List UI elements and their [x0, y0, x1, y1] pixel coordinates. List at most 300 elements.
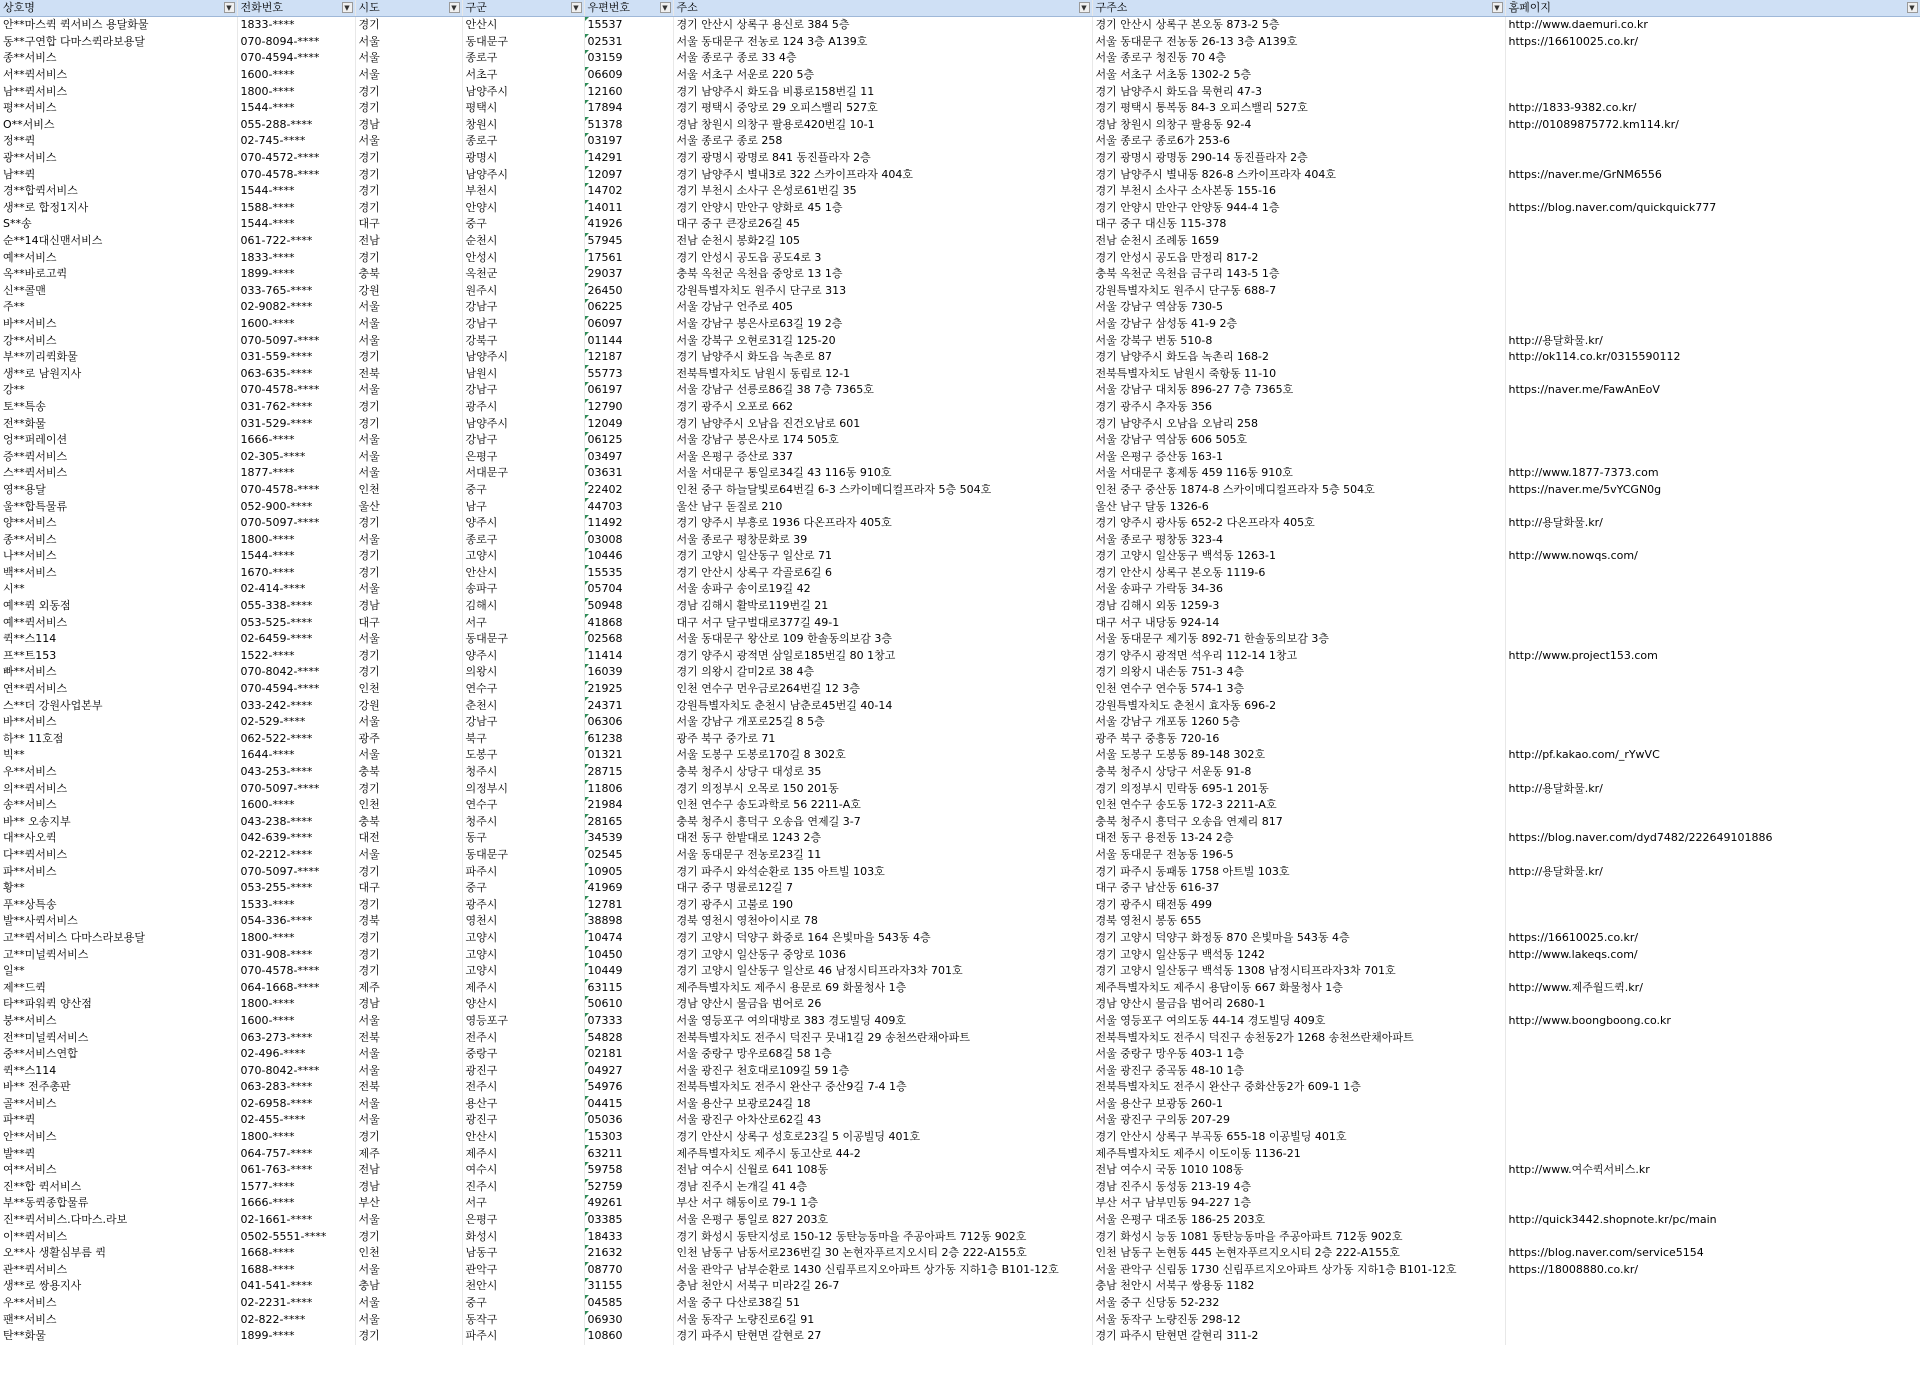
- cell-address[interactable]: 경기 광주시 고불로 190: [673, 896, 1092, 913]
- cell-old-address[interactable]: 경기 고양시 일산동구 백석동 1263-1: [1092, 548, 1505, 565]
- cell-homepage[interactable]: [1505, 316, 1920, 333]
- cell-zip-code[interactable]: 02545: [584, 847, 673, 864]
- cell-zip-code[interactable]: 02568: [584, 631, 673, 648]
- cell-district[interactable]: 전주시: [462, 1029, 584, 1046]
- cell-business-name[interactable]: 바** 오송지부: [0, 814, 237, 831]
- cell-zip-code[interactable]: 11414: [584, 648, 673, 665]
- cell-business-name[interactable]: 관**퀵서비스: [0, 1262, 237, 1279]
- cell-old-address[interactable]: 인천 중구 중산동 1874-8 스카이메디컬프라자 5층 504호: [1092, 482, 1505, 499]
- cell-address[interactable]: 경기 고양시 덕양구 화중로 164 은빛마을 543동 4층: [673, 930, 1092, 947]
- cell-zip-code[interactable]: 03008: [584, 531, 673, 548]
- cell-phone[interactable]: 031-762-****: [237, 399, 355, 416]
- cell-zip-code[interactable]: 06225: [584, 299, 673, 316]
- cell-zip-code[interactable]: 21632: [584, 1245, 673, 1262]
- cell-phone[interactable]: 02-496-****: [237, 1046, 355, 1063]
- cell-phone[interactable]: 1833-****: [237, 249, 355, 266]
- cell-business-name[interactable]: 골**서비스: [0, 1096, 237, 1113]
- cell-address[interactable]: 전북특별자치도 전주시 완산구 중산9길 7-4 1층: [673, 1079, 1092, 1096]
- cell-province[interactable]: 서울: [355, 316, 462, 333]
- cell-province[interactable]: 대전: [355, 830, 462, 847]
- cell-address[interactable]: 대구 서구 달구벌대로377길 49-1: [673, 614, 1092, 631]
- cell-homepage[interactable]: [1505, 50, 1920, 67]
- cell-business-name[interactable]: 프**트153: [0, 648, 237, 665]
- cell-address[interactable]: 경기 고양시 일산동구 일산로 46 남정시티프라자3차 701호: [673, 963, 1092, 980]
- cell-phone[interactable]: 1899-****: [237, 266, 355, 283]
- cell-province[interactable]: 전남: [355, 1162, 462, 1179]
- cell-homepage[interactable]: https://16610025.co.kr/: [1505, 930, 1920, 947]
- cell-homepage[interactable]: [1505, 714, 1920, 731]
- cell-zip-code[interactable]: 12781: [584, 896, 673, 913]
- cell-homepage[interactable]: [1505, 896, 1920, 913]
- cell-homepage[interactable]: http://pf.kakao.com/_rYwVC: [1505, 747, 1920, 764]
- cell-homepage[interactable]: [1505, 1328, 1920, 1345]
- cell-phone[interactable]: 1577-****: [237, 1179, 355, 1196]
- cell-business-name[interactable]: 빠**서비스: [0, 664, 237, 681]
- cell-business-name[interactable]: 황**: [0, 880, 237, 897]
- cell-homepage[interactable]: [1505, 1046, 1920, 1063]
- cell-business-name[interactable]: 서**퀵서비스: [0, 67, 237, 84]
- cell-zip-code[interactable]: 21984: [584, 797, 673, 814]
- cell-business-name[interactable]: 붕**서비스: [0, 1013, 237, 1030]
- cell-district[interactable]: 연수구: [462, 681, 584, 698]
- cell-phone[interactable]: 1800-****: [237, 930, 355, 947]
- cell-old-address[interactable]: 서울 강남구 개포동 1260 5층: [1092, 714, 1505, 731]
- cell-province[interactable]: 경기: [355, 1129, 462, 1146]
- cell-business-name[interactable]: 예**퀵서비스: [0, 614, 237, 631]
- cell-business-name[interactable]: 평**서비스: [0, 100, 237, 117]
- cell-homepage[interactable]: [1505, 183, 1920, 200]
- cell-phone[interactable]: 1588-****: [237, 200, 355, 217]
- cell-address[interactable]: 서울 은평구 증산로 337: [673, 448, 1092, 465]
- cell-province[interactable]: 서울: [355, 747, 462, 764]
- cell-province[interactable]: 경기: [355, 930, 462, 947]
- cell-address[interactable]: 서울 강남구 개포로25길 8 5층: [673, 714, 1092, 731]
- cell-phone[interactable]: 1688-****: [237, 1262, 355, 1279]
- cell-old-address[interactable]: 울산 남구 달동 1326-6: [1092, 498, 1505, 515]
- cell-phone[interactable]: 063-635-****: [237, 365, 355, 382]
- cell-phone[interactable]: 02-1661-****: [237, 1212, 355, 1229]
- cell-phone[interactable]: 063-283-****: [237, 1079, 355, 1096]
- column-header-province[interactable]: [355, 0, 462, 17]
- cell-zip-code[interactable]: 06097: [584, 316, 673, 333]
- cell-province[interactable]: 서울: [355, 50, 462, 67]
- cell-old-address[interactable]: 경기 안성시 공도읍 만정리 817-2: [1092, 249, 1505, 266]
- cell-zip-code[interactable]: 04927: [584, 1062, 673, 1079]
- cell-zip-code[interactable]: 03197: [584, 133, 673, 150]
- cell-district[interactable]: 광진구: [462, 1112, 584, 1129]
- cell-district[interactable]: 의왕시: [462, 664, 584, 681]
- cell-old-address[interactable]: 서울 종로구 청진동 70 4층: [1092, 50, 1505, 67]
- cell-address[interactable]: 서울 광진구 아차산로62길 43: [673, 1112, 1092, 1129]
- cell-zip-code[interactable]: 15303: [584, 1129, 673, 1146]
- cell-province[interactable]: 경기: [355, 249, 462, 266]
- cell-business-name[interactable]: 주**: [0, 299, 237, 316]
- cell-district[interactable]: 동작구: [462, 1311, 584, 1328]
- cell-business-name[interactable]: 타**파워퀵 양산점: [0, 996, 237, 1013]
- cell-phone[interactable]: 070-4594-****: [237, 681, 355, 698]
- cell-zip-code[interactable]: 12790: [584, 399, 673, 416]
- cell-province[interactable]: 서울: [355, 1046, 462, 1063]
- cell-address[interactable]: 대전 동구 한밭대로 1243 2층: [673, 830, 1092, 847]
- cell-district[interactable]: 용산구: [462, 1096, 584, 1113]
- cell-district[interactable]: 파주시: [462, 1328, 584, 1345]
- cell-district[interactable]: 청주시: [462, 814, 584, 831]
- cell-business-name[interactable]: 안**서비스: [0, 1129, 237, 1146]
- cell-business-name[interactable]: 부**끼리퀵화물: [0, 349, 237, 366]
- cell-homepage[interactable]: https://naver.me/GrNM6556: [1505, 166, 1920, 183]
- cell-homepage[interactable]: [1505, 249, 1920, 266]
- cell-old-address[interactable]: 서울 은평구 증산동 163-1: [1092, 448, 1505, 465]
- cell-address[interactable]: 강원특별자치도 원주시 단구로 313: [673, 283, 1092, 300]
- cell-phone[interactable]: 02-305-****: [237, 448, 355, 465]
- cell-phone[interactable]: 064-1668-****: [237, 979, 355, 996]
- cell-phone[interactable]: 070-5097-****: [237, 515, 355, 532]
- cell-province[interactable]: 서울: [355, 847, 462, 864]
- cell-homepage[interactable]: [1505, 1195, 1920, 1212]
- cell-phone[interactable]: 1544-****: [237, 548, 355, 565]
- cell-phone[interactable]: 1544-****: [237, 216, 355, 233]
- cell-province[interactable]: 경기: [355, 648, 462, 665]
- cell-address[interactable]: 인천 중구 하늘달빛로64번길 6-3 스카이메디컬프라자 5층 504호: [673, 482, 1092, 499]
- cell-phone[interactable]: 064-757-****: [237, 1145, 355, 1162]
- cell-address[interactable]: 경기 안산시 상록구 성호로23길 5 이공빌딩 401호: [673, 1129, 1092, 1146]
- cell-zip-code[interactable]: 28715: [584, 764, 673, 781]
- cell-province[interactable]: 전북: [355, 365, 462, 382]
- cell-business-name[interactable]: 다**퀵서비스: [0, 847, 237, 864]
- cell-phone[interactable]: 070-5097-****: [237, 780, 355, 797]
- cell-phone[interactable]: 02-9082-****: [237, 299, 355, 316]
- cell-old-address[interactable]: 인천 남동구 논현동 445 논현자푸르지오시티 2층 222-A155호: [1092, 1245, 1505, 1262]
- cell-old-address[interactable]: 강원특별자치도 원주시 단구동 688-7: [1092, 283, 1505, 300]
- cell-province[interactable]: 서울: [355, 133, 462, 150]
- cell-old-address[interactable]: 서울 서대문구 홍제동 459 116동 910호: [1092, 465, 1505, 482]
- cell-district[interactable]: 동대문구: [462, 34, 584, 51]
- cell-phone[interactable]: 070-8042-****: [237, 1062, 355, 1079]
- cell-old-address[interactable]: 서울 영등포구 여의도동 44-14 경도빌딩 409호: [1092, 1013, 1505, 1030]
- cell-province[interactable]: 충남: [355, 1278, 462, 1295]
- cell-homepage[interactable]: http://www.제주월드퀵.kr/: [1505, 979, 1920, 996]
- cell-business-name[interactable]: 신**콜맨: [0, 283, 237, 300]
- cell-address[interactable]: 서울 강남구 봉은사로 174 505호: [673, 432, 1092, 449]
- cell-phone[interactable]: 031-529-****: [237, 415, 355, 432]
- cell-homepage[interactable]: [1505, 1112, 1920, 1129]
- cell-phone[interactable]: 061-763-****: [237, 1162, 355, 1179]
- cell-address[interactable]: 경기 남양주시 오남읍 진건오남로 601: [673, 415, 1092, 432]
- cell-homepage[interactable]: [1505, 996, 1920, 1013]
- cell-address[interactable]: 인천 연수구 먼우금로264번길 12 3층: [673, 681, 1092, 698]
- cell-address[interactable]: 인천 연수구 송도과학로 56 2211-A호: [673, 797, 1092, 814]
- cell-homepage[interactable]: [1505, 565, 1920, 582]
- cell-zip-code[interactable]: 04585: [584, 1295, 673, 1312]
- cell-zip-code[interactable]: 51378: [584, 117, 673, 134]
- cell-zip-code[interactable]: 15535: [584, 565, 673, 582]
- cell-business-name[interactable]: 팬**서비스: [0, 1311, 237, 1328]
- cell-zip-code[interactable]: 31155: [584, 1278, 673, 1295]
- cell-zip-code[interactable]: 05704: [584, 581, 673, 598]
- cell-address[interactable]: 서울 용산구 보광로24길 18: [673, 1096, 1092, 1113]
- cell-phone[interactable]: 070-5097-****: [237, 863, 355, 880]
- cell-district[interactable]: 남양주시: [462, 415, 584, 432]
- cell-province[interactable]: 서울: [355, 34, 462, 51]
- filter-dropdown-icon[interactable]: ▼: [342, 2, 353, 13]
- cell-zip-code[interactable]: 10474: [584, 930, 673, 947]
- cell-homepage[interactable]: [1505, 531, 1920, 548]
- cell-province[interactable]: 경기: [355, 17, 462, 34]
- cell-zip-code[interactable]: 54828: [584, 1029, 673, 1046]
- cell-old-address[interactable]: 경기 고양시 일산동구 백석동 1308 남정시티프라자3차 701호: [1092, 963, 1505, 980]
- cell-district[interactable]: 여수시: [462, 1162, 584, 1179]
- cell-zip-code[interactable]: 07333: [584, 1013, 673, 1030]
- cell-district[interactable]: 은평구: [462, 1212, 584, 1229]
- cell-old-address[interactable]: 경남 창원시 의창구 팔용동 92-4: [1092, 117, 1505, 134]
- filter-dropdown-icon[interactable]: ▼: [1492, 2, 1503, 13]
- cell-business-name[interactable]: 퀵**스114: [0, 631, 237, 648]
- cell-district[interactable]: 종로구: [462, 50, 584, 67]
- cell-phone[interactable]: 1800-****: [237, 1129, 355, 1146]
- cell-business-name[interactable]: 전**미널퀵서비스: [0, 1029, 237, 1046]
- cell-zip-code[interactable]: 41868: [584, 614, 673, 631]
- cell-old-address[interactable]: 경기 파주시 동패동 1758 아트빌 103호: [1092, 863, 1505, 880]
- cell-province[interactable]: 서울: [355, 1212, 462, 1229]
- cell-business-name[interactable]: 백**서비스: [0, 565, 237, 582]
- cell-homepage[interactable]: [1505, 913, 1920, 930]
- cell-province[interactable]: 경남: [355, 598, 462, 615]
- cell-business-name[interactable]: 강**서비스: [0, 332, 237, 349]
- cell-zip-code[interactable]: 41969: [584, 880, 673, 897]
- cell-address[interactable]: 서울 송파구 송이로19길 42: [673, 581, 1092, 598]
- cell-phone[interactable]: 070-4578-****: [237, 482, 355, 499]
- cell-zip-code[interactable]: 22402: [584, 482, 673, 499]
- cell-old-address[interactable]: 대구 중구 대신동 115-378: [1092, 216, 1505, 233]
- cell-homepage[interactable]: http://quick3442.shopnote.kr/pc/main: [1505, 1212, 1920, 1229]
- cell-old-address[interactable]: 서울 중랑구 망우동 403-1 1층: [1092, 1046, 1505, 1063]
- cell-homepage[interactable]: https://16610025.co.kr/: [1505, 34, 1920, 51]
- cell-address[interactable]: 서울 동대문구 전농로23길 11: [673, 847, 1092, 864]
- cell-province[interactable]: 경기: [355, 1228, 462, 1245]
- cell-address[interactable]: 서울 종로구 종로 258: [673, 133, 1092, 150]
- column-header-homepage[interactable]: [1505, 0, 1920, 17]
- cell-district[interactable]: 평택시: [462, 100, 584, 117]
- cell-zip-code[interactable]: 14291: [584, 150, 673, 167]
- cell-phone[interactable]: 02-414-****: [237, 581, 355, 598]
- cell-business-name[interactable]: 빅**: [0, 747, 237, 764]
- cell-phone[interactable]: 043-238-****: [237, 814, 355, 831]
- cell-old-address[interactable]: 경남 양산시 물금읍 범어리 2680-1: [1092, 996, 1505, 1013]
- cell-zip-code[interactable]: 41926: [584, 216, 673, 233]
- cell-district[interactable]: 천안시: [462, 1278, 584, 1295]
- cell-address[interactable]: 충북 청주시 상당구 대성로 35: [673, 764, 1092, 781]
- cell-province[interactable]: 대구: [355, 880, 462, 897]
- cell-homepage[interactable]: [1505, 631, 1920, 648]
- cell-phone[interactable]: 1877-****: [237, 465, 355, 482]
- cell-phone[interactable]: 033-242-****: [237, 697, 355, 714]
- cell-province[interactable]: 경기: [355, 166, 462, 183]
- cell-zip-code[interactable]: 10449: [584, 963, 673, 980]
- cell-zip-code[interactable]: 63115: [584, 979, 673, 996]
- cell-homepage[interactable]: https://blog.naver.com/quickquick777: [1505, 200, 1920, 217]
- cell-old-address[interactable]: 서울 동대문구 전농동 26-13 3층 A139호: [1092, 34, 1505, 51]
- cell-phone[interactable]: 1544-****: [237, 183, 355, 200]
- cell-old-address[interactable]: 경기 부천시 소사구 소사본동 155-16: [1092, 183, 1505, 200]
- cell-old-address[interactable]: 부산 서구 남부민동 94-227 1층: [1092, 1195, 1505, 1212]
- cell-phone[interactable]: 070-4594-****: [237, 50, 355, 67]
- cell-homepage[interactable]: [1505, 1179, 1920, 1196]
- cell-zip-code[interactable]: 63211: [584, 1145, 673, 1162]
- cell-old-address[interactable]: 경기 고양시 덕양구 화정동 870 은빛마을 543동 4층: [1092, 930, 1505, 947]
- column-header-phone[interactable]: [237, 0, 355, 17]
- cell-zip-code[interactable]: 34539: [584, 830, 673, 847]
- cell-zip-code[interactable]: 52759: [584, 1179, 673, 1196]
- cell-old-address[interactable]: 서울 동대문구 제기동 892-71 한솔동의보감 3층: [1092, 631, 1505, 648]
- cell-district[interactable]: 양산시: [462, 996, 584, 1013]
- cell-homepage[interactable]: [1505, 233, 1920, 250]
- cell-homepage[interactable]: http://www.nowqs.com/: [1505, 548, 1920, 565]
- cell-business-name[interactable]: 부**동퀵종합물류: [0, 1195, 237, 1212]
- cell-district[interactable]: 안산시: [462, 565, 584, 582]
- cell-province[interactable]: 경남: [355, 1179, 462, 1196]
- cell-old-address[interactable]: 제주특별자치도 제주시 이도이동 1136-21: [1092, 1145, 1505, 1162]
- cell-homepage[interactable]: [1505, 581, 1920, 598]
- cell-zip-code[interactable]: 06125: [584, 432, 673, 449]
- cell-business-name[interactable]: 안**마스퀵 퀵서비스 용달화물: [0, 17, 237, 34]
- cell-business-name[interactable]: 파**퀵: [0, 1112, 237, 1129]
- cell-homepage[interactable]: [1505, 216, 1920, 233]
- cell-old-address[interactable]: 경기 안산시 상록구 본오동 1119-6: [1092, 565, 1505, 582]
- cell-homepage[interactable]: [1505, 797, 1920, 814]
- cell-district[interactable]: 강남구: [462, 714, 584, 731]
- cell-phone[interactable]: 1833-****: [237, 17, 355, 34]
- cell-address[interactable]: 경기 부천시 소사구 은성로61번길 35: [673, 183, 1092, 200]
- cell-homepage[interactable]: [1505, 1079, 1920, 1096]
- cell-old-address[interactable]: 대전 동구 용전동 13-24 2층: [1092, 830, 1505, 847]
- cell-province[interactable]: 인천: [355, 797, 462, 814]
- cell-phone[interactable]: 041-541-****: [237, 1278, 355, 1295]
- cell-old-address[interactable]: 경기 광주시 추자동 356: [1092, 399, 1505, 416]
- cell-district[interactable]: 남양주시: [462, 83, 584, 100]
- cell-business-name[interactable]: 하** 11호점: [0, 731, 237, 748]
- cell-province[interactable]: 서울: [355, 581, 462, 598]
- cell-phone[interactable]: 053-255-****: [237, 880, 355, 897]
- cell-province[interactable]: 경기: [355, 1328, 462, 1345]
- cell-zip-code[interactable]: 12049: [584, 415, 673, 432]
- cell-phone[interactable]: 02-529-****: [237, 714, 355, 731]
- cell-old-address[interactable]: 경기 안양시 만안구 안양동 944-4 1층: [1092, 200, 1505, 217]
- cell-address[interactable]: 경기 고양시 일산동구 일산로 71: [673, 548, 1092, 565]
- cell-district[interactable]: 양주시: [462, 515, 584, 532]
- cell-business-name[interactable]: 나**서비스: [0, 548, 237, 565]
- cell-district[interactable]: 광주시: [462, 896, 584, 913]
- cell-homepage[interactable]: [1505, 283, 1920, 300]
- cell-business-name[interactable]: 생**로 쌍용지사: [0, 1278, 237, 1295]
- cell-province[interactable]: 충북: [355, 814, 462, 831]
- cell-zip-code[interactable]: 61238: [584, 731, 673, 748]
- cell-district[interactable]: 도봉구: [462, 747, 584, 764]
- cell-address[interactable]: 경기 남양주시 화도읍 녹촌로 87: [673, 349, 1092, 366]
- cell-phone[interactable]: 1533-****: [237, 896, 355, 913]
- cell-district[interactable]: 김해시: [462, 598, 584, 615]
- cell-business-name[interactable]: 바**서비스: [0, 714, 237, 731]
- cell-address[interactable]: 서울 서초구 서운로 220 5층: [673, 67, 1092, 84]
- cell-old-address[interactable]: 대구 중구 남산동 616-37: [1092, 880, 1505, 897]
- cell-province[interactable]: 경기: [355, 183, 462, 200]
- cell-district[interactable]: 원주시: [462, 283, 584, 300]
- cell-zip-code[interactable]: 08770: [584, 1262, 673, 1279]
- cell-province[interactable]: 제주: [355, 979, 462, 996]
- cell-district[interactable]: 강남구: [462, 299, 584, 316]
- cell-old-address[interactable]: 서울 종로구 종로6가 253-6: [1092, 133, 1505, 150]
- cell-phone[interactable]: 1668-****: [237, 1245, 355, 1262]
- filter-dropdown-icon[interactable]: ▼: [1907, 2, 1918, 13]
- cell-business-name[interactable]: 진**합 퀵서비스: [0, 1179, 237, 1196]
- cell-district[interactable]: 동구: [462, 830, 584, 847]
- cell-district[interactable]: 고양시: [462, 548, 584, 565]
- cell-province[interactable]: 인천: [355, 1245, 462, 1262]
- cell-district[interactable]: 중구: [462, 482, 584, 499]
- cell-homepage[interactable]: http://용달화물.kr/: [1505, 332, 1920, 349]
- cell-address[interactable]: 부산 서구 해동이로 79-1 1층: [673, 1195, 1092, 1212]
- cell-address[interactable]: 경북 영천시 영천아이시로 78: [673, 913, 1092, 930]
- cell-business-name[interactable]: 송**서비스: [0, 797, 237, 814]
- cell-address[interactable]: 경남 진주시 논개길 41 4층: [673, 1179, 1092, 1196]
- cell-business-name[interactable]: 고**퀵서비스 다마스라보용달: [0, 930, 237, 947]
- cell-old-address[interactable]: 경남 진주시 동성동 213-19 4층: [1092, 1179, 1505, 1196]
- cell-province[interactable]: 경기: [355, 100, 462, 117]
- cell-district[interactable]: 고양시: [462, 930, 584, 947]
- cell-phone[interactable]: 1544-****: [237, 100, 355, 117]
- cell-old-address[interactable]: 전북특별자치도 전주시 덕진구 송천동2가 1268 송천쓰란채아파트: [1092, 1029, 1505, 1046]
- cell-business-name[interactable]: S**송: [0, 216, 237, 233]
- cell-phone[interactable]: 031-908-****: [237, 946, 355, 963]
- cell-zip-code[interactable]: 17561: [584, 249, 673, 266]
- cell-district[interactable]: 영천시: [462, 913, 584, 930]
- cell-province[interactable]: 경기: [355, 83, 462, 100]
- cell-business-name[interactable]: 탄**화물: [0, 1328, 237, 1345]
- cell-zip-code[interactable]: 10860: [584, 1328, 673, 1345]
- cell-business-name[interactable]: 바**서비스: [0, 316, 237, 333]
- cell-business-name[interactable]: 옥**바로고퀵: [0, 266, 237, 283]
- cell-business-name[interactable]: 오**사 생활심부름 퀵: [0, 1245, 237, 1262]
- cell-phone[interactable]: 02-745-****: [237, 133, 355, 150]
- cell-homepage[interactable]: http://www.1877-7373.com: [1505, 465, 1920, 482]
- cell-province[interactable]: 전북: [355, 1029, 462, 1046]
- cell-phone[interactable]: 1666-****: [237, 432, 355, 449]
- cell-old-address[interactable]: 서울 용산구 보광동 260-1: [1092, 1096, 1505, 1113]
- cell-phone[interactable]: 070-4578-****: [237, 963, 355, 980]
- cell-address[interactable]: 서울 강북구 오현로31길 125-20: [673, 332, 1092, 349]
- cell-old-address[interactable]: 경기 광주시 태전동 499: [1092, 896, 1505, 913]
- cell-old-address[interactable]: 전북특별자치도 전주시 완산구 중화산동2가 609-1 1층: [1092, 1079, 1505, 1096]
- cell-province[interactable]: 부산: [355, 1195, 462, 1212]
- cell-district[interactable]: 중구: [462, 880, 584, 897]
- cell-zip-code[interactable]: 54976: [584, 1079, 673, 1096]
- cell-address[interactable]: 대구 중구 명륜로12길 7: [673, 880, 1092, 897]
- cell-phone[interactable]: 02-2212-****: [237, 847, 355, 864]
- cell-zip-code[interactable]: 06197: [584, 382, 673, 399]
- cell-old-address[interactable]: 광주 북구 중흥동 720-16: [1092, 731, 1505, 748]
- cell-business-name[interactable]: 엉**퍼레이션: [0, 432, 237, 449]
- cell-zip-code[interactable]: 06930: [584, 1311, 673, 1328]
- cell-homepage[interactable]: [1505, 299, 1920, 316]
- cell-address[interactable]: 전남 순천시 봉화2길 105: [673, 233, 1092, 250]
- cell-address[interactable]: 경기 안산시 상록구 용신로 384 5층: [673, 17, 1092, 34]
- cell-zip-code[interactable]: 10446: [584, 548, 673, 565]
- cell-address[interactable]: 서울 관악구 남부순환로 1430 신림푸르지오아파트 상가동 지하1층 B101-12호: [673, 1262, 1092, 1279]
- cell-province[interactable]: 서울: [355, 465, 462, 482]
- cell-homepage[interactable]: http://1833-9382.co.kr/: [1505, 100, 1920, 117]
- cell-zip-code[interactable]: 26450: [584, 283, 673, 300]
- column-header-business-name[interactable]: [0, 0, 237, 17]
- cell-district[interactable]: 안성시: [462, 249, 584, 266]
